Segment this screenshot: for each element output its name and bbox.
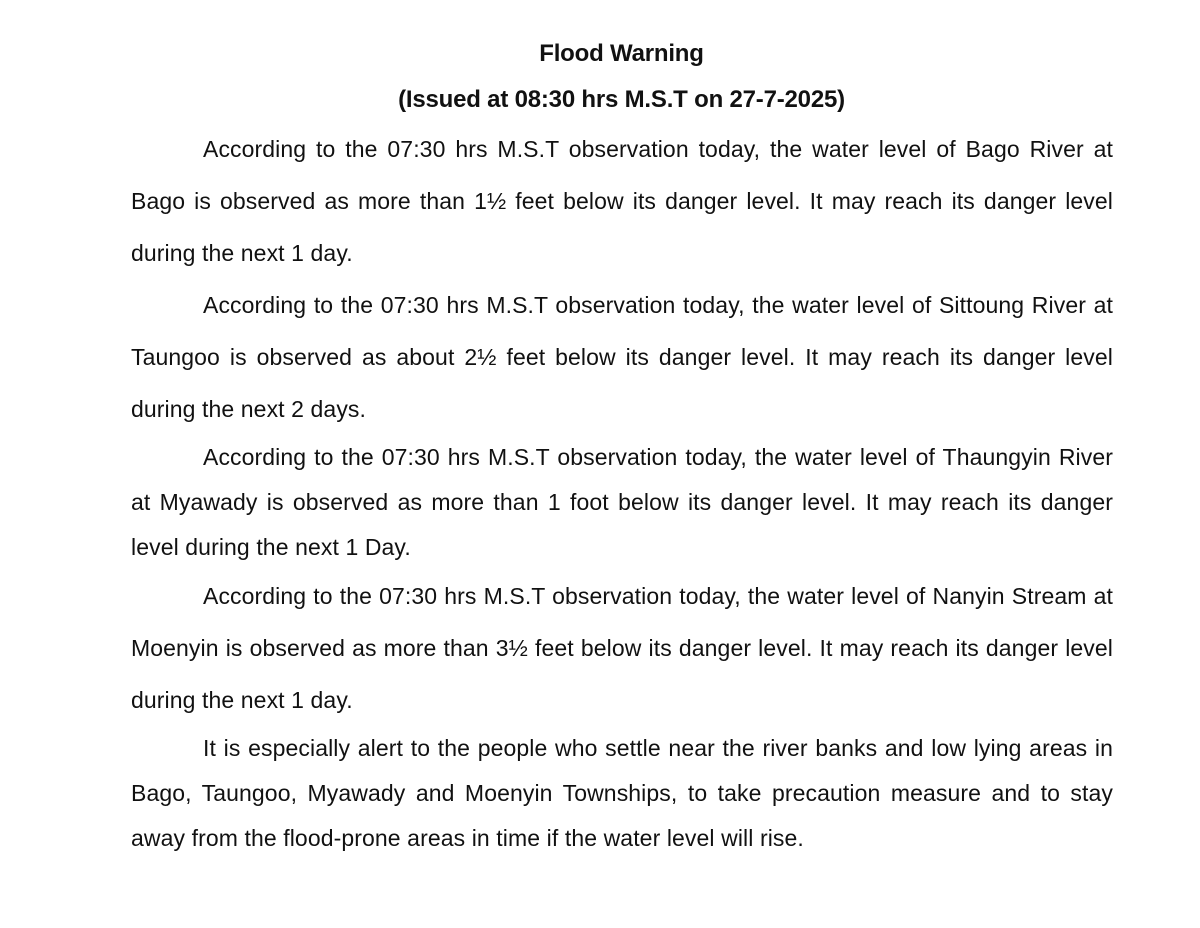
document-body — [131, 123, 1113, 861]
paragraph-thaungyin-river: According to the 07:30 hrs M.S.T observation today, the water level of Thaungyin River at Myawady is observed as more than 1 foot below its danger level. It may reach its danger level during the next 1 Day. — [131, 444, 1113, 560]
paragraph-nanyin-stream: According to the 07:30 hrs M.S.T observation today, the water level of Nanyin Stream at Moenyin is observed as more than 3½ feet below its danger level. It may reach its danger level during the next 1 day. — [131, 583, 1113, 713]
paragraph-sittoung-river: According to the 07:30 hrs M.S.T observation today, the water level of Sittoung River at Taungoo is observed as about 2½ feet below its danger level. It may reach its danger level during the next 2 days. — [131, 292, 1113, 422]
document-title: Flood Warning — [539, 40, 704, 67]
paragraph-bago-river: According to the 07:30 hrs M.S.T observation today, the water level of Bago River at Bago is observed as more than 1½ feet below its danger level. It may reach its danger level during the next 1 day. — [131, 136, 1113, 266]
paragraph-public-alert: It is especially alert to the people who settle near the river banks and low lying areas in Bago, Taungoo, Myawady and Moenyin Townships, to take precaution measure and to stay away from the flood-prone areas in time if the water level will rise. — [131, 735, 1113, 851]
issued-timestamp: (Issued at 08:30 hrs M.S.T on 27-7-2025) — [398, 86, 845, 113]
